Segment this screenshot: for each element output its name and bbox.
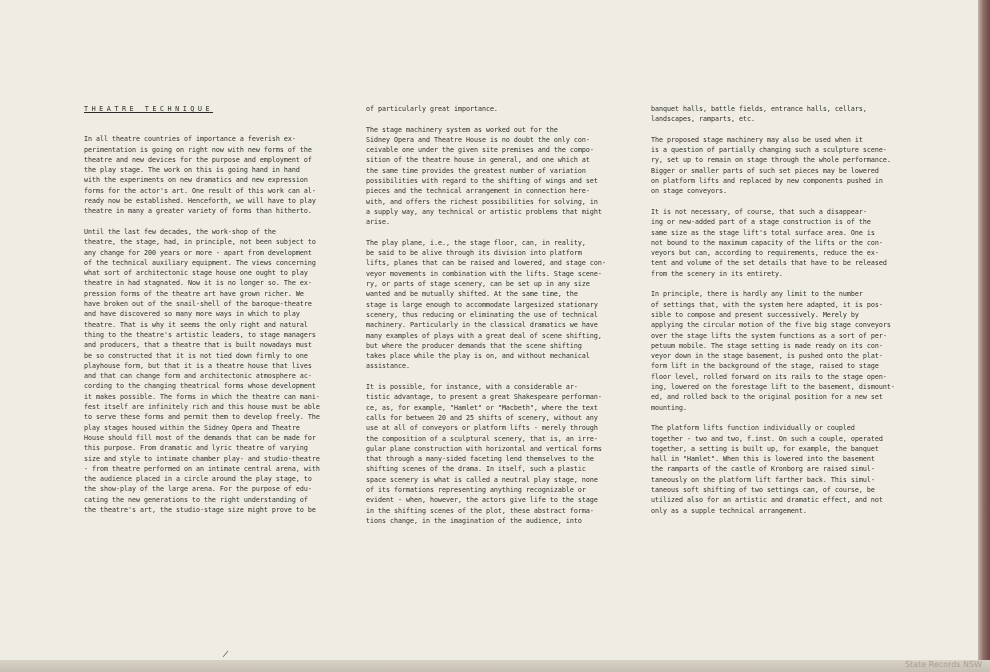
paragraph: of particularly great importance.: [366, 105, 498, 113]
paragraph: In all theatre countries of importance a feverish ex- perimentation is going on right now with new forms of the theatre and new devices for the purpose and employment of the play stage. The work on this is going hand in hand with the experiments on new dramatics and new expression forms for the actor's art. One result of this work can al- ready now be established. Henceforth, we will have to play theatre in many a greater variety of forms than hitherto.: [84, 135, 316, 216]
archive-credit: State Records NSW: [904, 660, 982, 669]
text-column-1: [84, 104, 352, 526]
paragraph: banquet halls, battle fields, entrance halls, cellars, landscapes, ramparts, etc.: [651, 105, 867, 124]
text-column-2: [366, 104, 634, 536]
binding-edge: [978, 0, 990, 672]
paragraph: It is not necessary, of course, that such a disappear- ing or new-added part of a stage construction is of the same size as the stage lift's total surface area. One is not bound to the maximum capacity of the lifts or the con- veyors but can, according to requirements, reduce the ex- tent and volume of the set details that have to be released from the scenery in its entirety.: [651, 207, 887, 278]
paragraph: It is possible, for instance, with a considerable ar- tistic advantage, to present a great Shakespeare performan- ce, as, for example, "Hamlet" or "Macbeth", where the text calls for between 20 and 25 shifts of scenery, without any use at all of conveyors or platform lifts - merely through the composition of a sculptural scenery, that is, an irre- gular plane construction with horizontal and vertical forms that through a many-sided faceting lend themselves to the shifting scenes of the drama. In itself, such a plastic space scenery is what is called a neutral play stage, none of its formations representing anything recognizable or evident - when, however, the actors give life to the stage in the shifting scenes of the plot, these abstract forma- tions change, in the imagination of the audience, into: [366, 383, 602, 525]
pencil-mark: [222, 650, 230, 658]
paragraph: The play plane, i.e., the stage floor, can, in reality, be said to be alive through its division into platform lifts, planes that can be raised and lowered, and stage con- veyor movements in combination with the lifts. Stage scene- ry, or parts of stage scenery, can be set up in any size wanted and be mutually shifted. At the same time, the stage is large enough to accommodate largesized stationary scenery, thus reducing or eliminating the use of technical machinery. Particularly in the classical dramatics we have many examples of plays with a great deal of scene shifting, but where the producer demands that the scene shifting takes place while the play is on, and without mechanical assistance.: [366, 238, 606, 371]
page-bottom-edge: [0, 660, 990, 672]
paragraph: Until the last few decades, the work-shop of the theatre, the stage, had, in principle, not been subject to any change for 200 years or more - apart from development of the technical auxiliary equipment. The views concerning what sort of architectonic stage house one ought to play theatre in had stagnated. Now it is no longer so. The ex- pression forms of the theatre art have grown richer. We have broken out of the snail-shell of the baroque-theatre and have discovered so many more ways in which to play theatre. That is why it seems the only right and natural thing to the theatre's artistic leaders, to stage managers and producers, that a theatre that is built nowadays must be so constructed that it is not tied down firmly to one playhouse form, but that it is a theatre house that lives and that can change form and architectonic atmosphere ac- cording to the changing theatrical forms whose development it makes possible. The forms in which the theatre can mani- fest itself are infinitely rich and this house must be able to serve these forms and permit them to develop freely. The play stages housed within the Sidney Opera and Theatre House should fill most of the demands that can be made for this purpose. From dramatic and lyric theatre of varying size and style to intimate chamber play- and studio-theatre - from theatre performed on an intimate central arena, with the audience placed in a circle around the play stage, to the show-play of the large arena. For the purpose of edu- cating the new generations to the right understanding of the theatre's art, the studio-stage size might prove to be: [84, 227, 320, 514]
paragraph: The stage machinery system as worked out for the Sidney Opera and Theatre House is no doubt the only con- ceivable one under the given site premises and the compo- sition of the theatre house in general, and one which at the same time provides the greatest number of variation possibilities with regard to the shifting of wings and set pieces and the technical arrangement in connection here- with, and offers the richest possibilities for solving, in a supply way, any technical or artistic problems that might arise.: [366, 125, 602, 227]
page-heading: THEATRE TECHNIQUE: [84, 105, 214, 113]
text-column-3: [651, 104, 915, 526]
paragraph: The platform lifts function individually or coupled together - two and two, f.inst. On such a couple, operated together, a setting is built up, for example, the banquet hall in "Hamlet". When this is lowered into the basement the ramparts of the castle of Kronborg are raised simul- taneously on the platform lift farther back. This simul- taneous soft shifting of two settings can, of course, be utilized also for an artistic and dramatic effect, and not only as a supple technical arrangement.: [651, 424, 883, 515]
paragraph: The proposed stage machinery may also be used when it is a question of partially changing such a sculpture scene- ry, set up to remain on stage through the whole performance. Bigger or smaller parts of such set pieces may be lowered on platform lifts and replaced by new components pushed in on stage conveyors.: [651, 135, 891, 196]
paragraph: In principle, there is hardly any limit to the number of settings that, with the system here adapted, it is pos- sible to compose and present successively. Merely by applying the circular motion of the five big stage conveyors over the stage lifts the system functions as a sort of per- petuum mobile. The stage setting is made ready on its con- veyor down in the stage basement, is pushed onto the plat- form lift in the background of the stage, raised to stage floor level, rolled forward on its rails to the stage open- ing, lowered on the forestage lift to the basement, dismount- ed, and rolled back to the original position for a new set mounting.: [651, 290, 895, 412]
